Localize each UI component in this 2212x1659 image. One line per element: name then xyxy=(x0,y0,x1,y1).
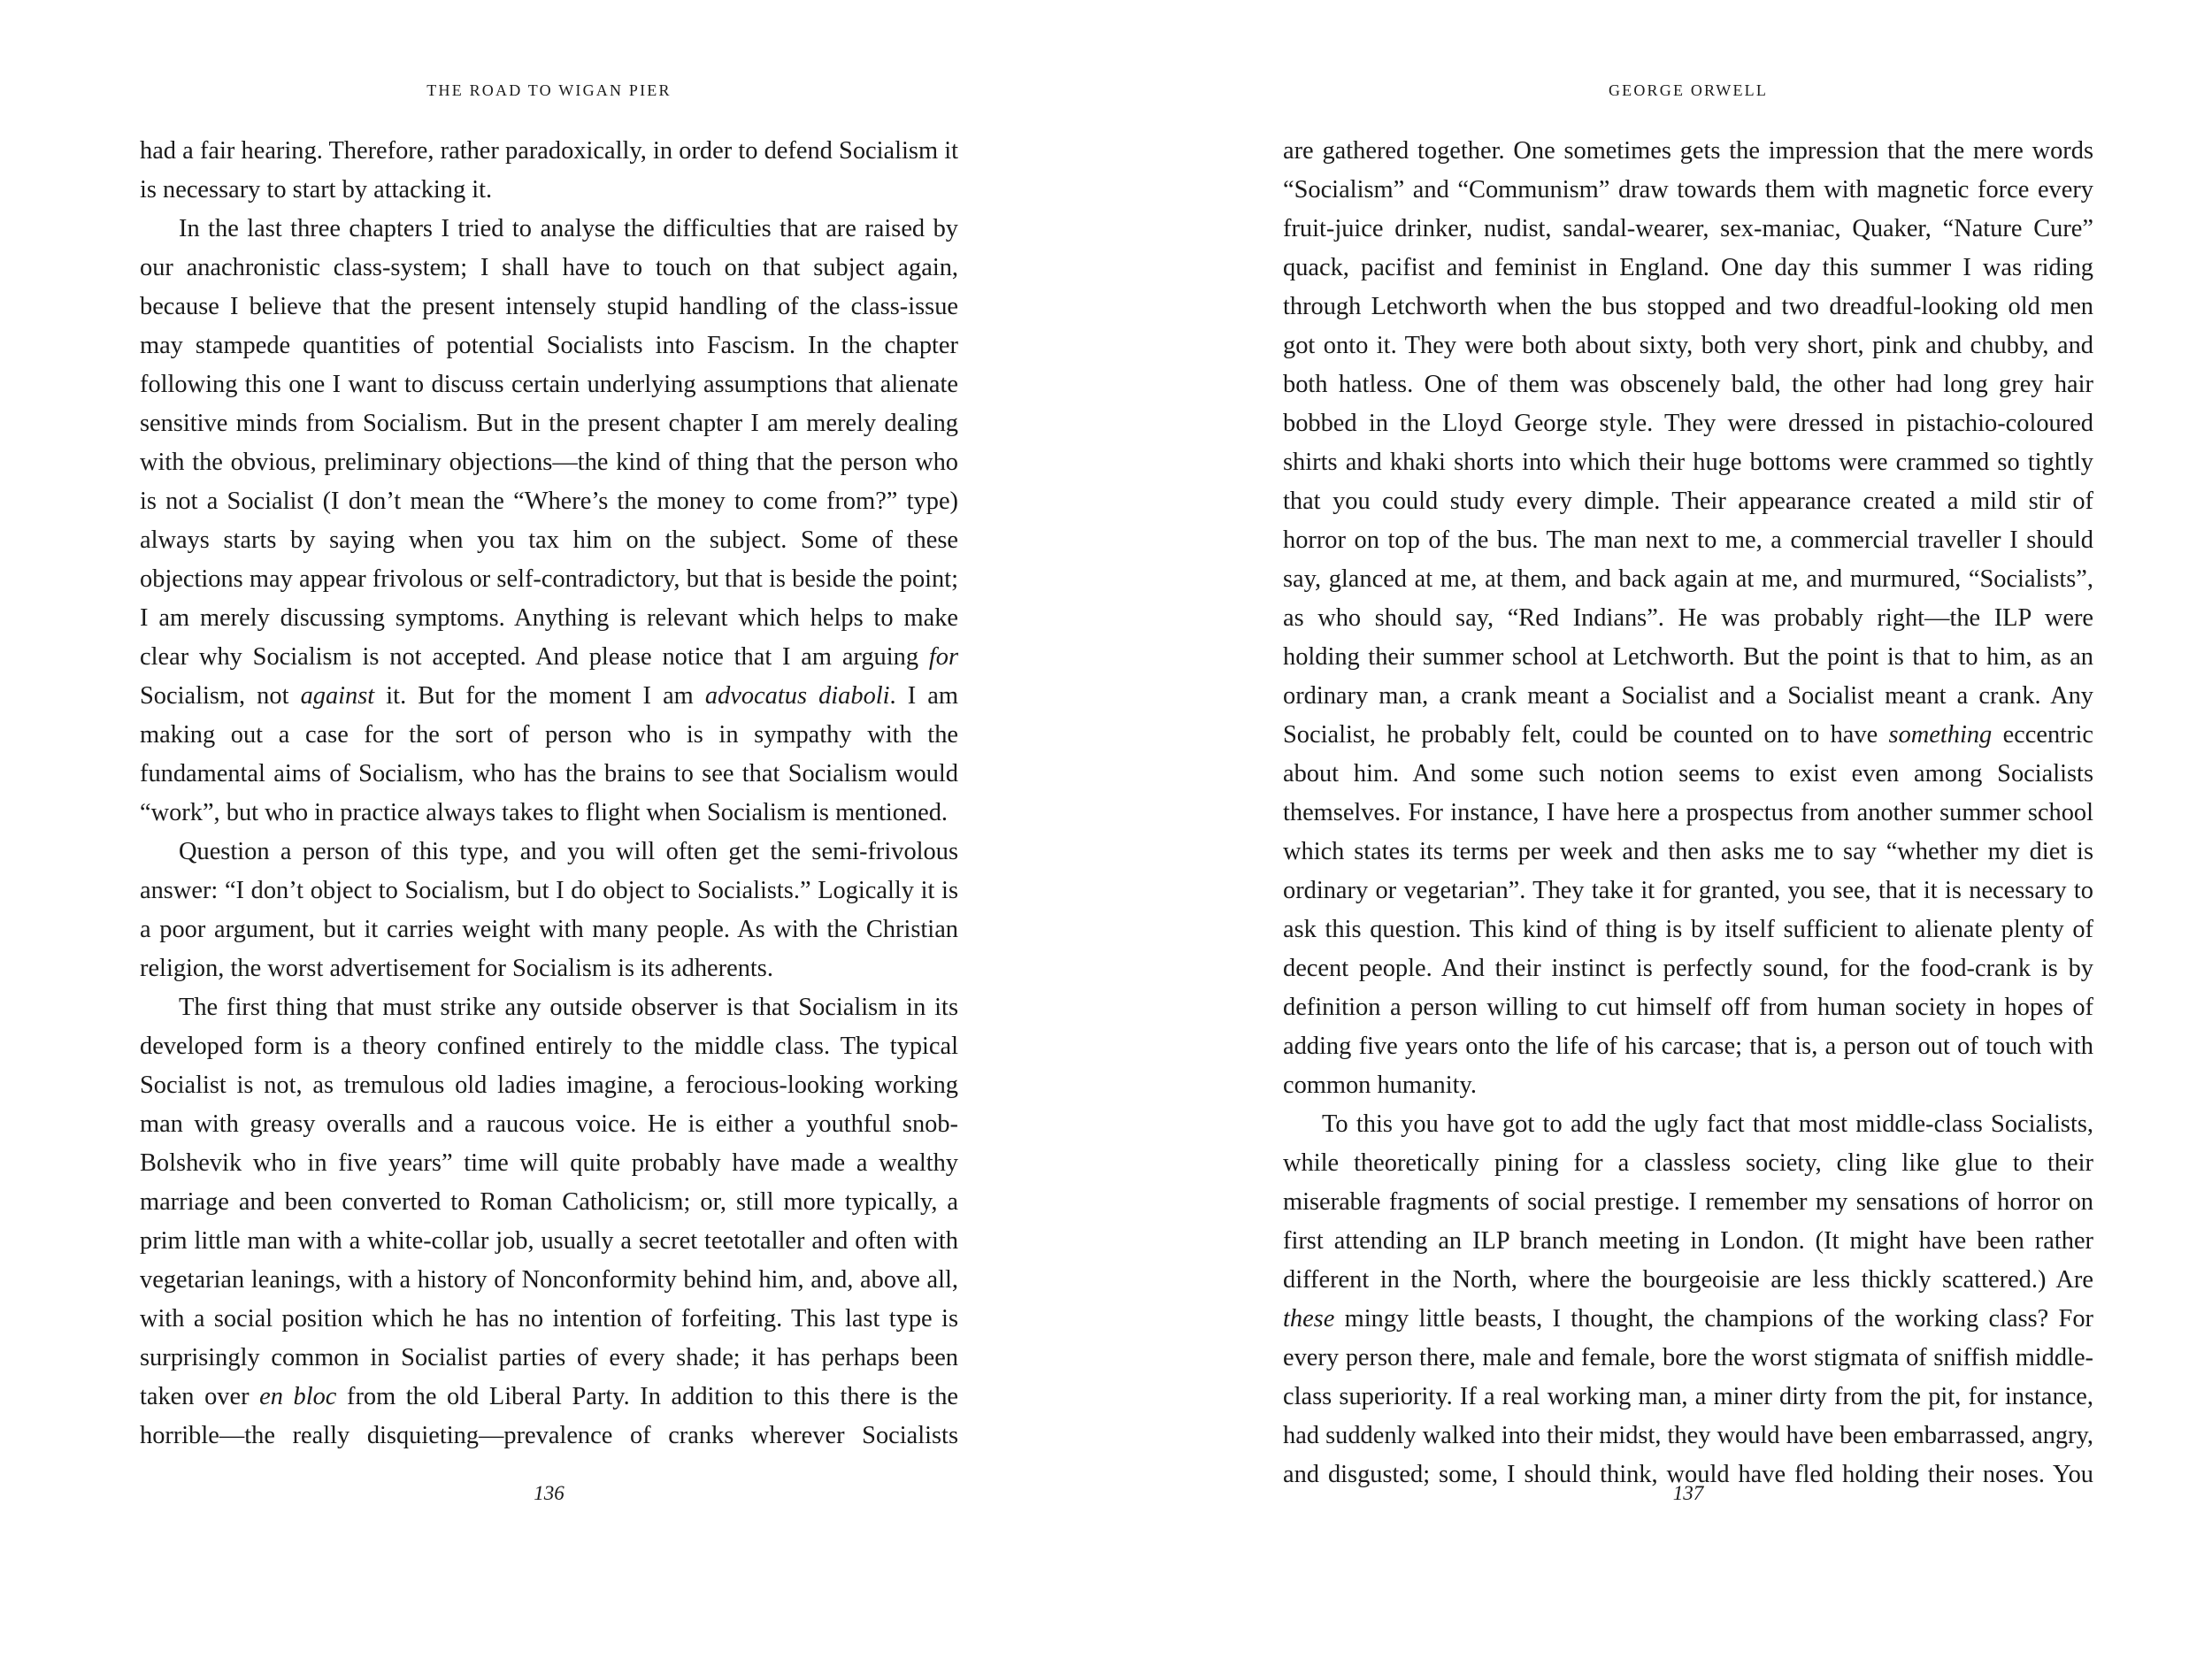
paragraph-text: In the last three chapters I tried to analyse the difficulties that are raised by our anachronistic class-system; I shall have to touch on that subject again, because I believe that the present intensely stupid handling of the class-issue may stampede quantities of potential Socialists into Fascism. In the chapter following this one I want to discuss certain underlying assumptions that alienate sensitive minds from Socialism. But in the present chapter I am merely dealing with the obvious, preliminary objections—the kind of thing that the person who is not a Socialist (I don’t mean the “Where’s the money to come from?” type) always starts by saying when you tax him on the subject. Some of these objections may appear frivolous or self-contradictory, but that is beside the point; I am merely discussing symptoms. Anything is relevant which helps to make clear why Socialism is not accepted. And please notice that I am arguing xyxy=(140,215,958,671)
italic-text: for xyxy=(928,643,958,671)
italic-text: something xyxy=(1888,721,1993,749)
body-text-right xyxy=(1283,132,2093,1494)
right-page xyxy=(1106,0,2212,1659)
paragraph xyxy=(140,210,958,833)
paragraph xyxy=(140,833,958,988)
paragraph-text: mingy little beasts, I thought, the champions of the working class? For every person there, male and female, bore the worst stigmata of sniffish middle-class superiority. If a real working man, a miner dirty from the pit, for instance, had suddenly walked into their midst, they would have been embarrassed, angry, and disgusted; some, I should think, would have fled holding their noses. You xyxy=(1283,1305,2093,1488)
paragraph-text: Socialism, not xyxy=(140,682,301,710)
paragraph-text: are gathered together. One sometimes gets the impression that the mere words “Socialism” and “Communism” draw towards them with magnetic force every fruit-juice drinker, nudist, sandal-wearer, sex-maniac, Quaker, “Nature Cure” quack, pacifist and feminist in England. One day this summer I was riding through Letchworth when the bus stopped and two dreadful-looking old men got onto it. They were both about sixty, both very short, pink and chubby, and both hatless. One of them was obscenely bald, the other had long grey hair bobbed in the Lloyd George style. They were dressed in pistachio-coloured shirts and khaki shorts into which their huge bottoms were crammed so tightly that you could study every dimple. Their appearance created a mild stir of horror on top of the bus. The man next to me, a commercial traveller I should say, glanced at me, at them, and back again at me, and murmured, “Socialists”, as who should say, “Red Indians”. He was probably right—the ILP were holding their summer school at Letchworth. But the point is that to him, as an ordinary man, a crank meant a Socialist and a Socialist meant a crank. Any Socialist, he probably felt, could be counted on to have xyxy=(1283,137,2093,749)
body-text-left xyxy=(140,132,958,1455)
page-number-right: 137 xyxy=(1672,1482,1704,1504)
paragraph-text: eccentric about him. And some such notion seems to exist even among Socialists themselves. For instance, I have here a prospectus from another summer school which states its terms per week and then asks me to say “whether my diet is ordinary or vegetarian”. They take it for granted, you see, that it is necessary to ask this question. This kind of thing is by itself sufficient to alienate plenty of decent people. And their instinct is perfectly sound, for the food-crank is by definition a person willing to cut himself off from human society in hopes of adding five years onto the life of his carcase; that is, a person out of touch with common humanity. xyxy=(1283,721,2093,1099)
paragraph-text: . I am making out a case for the sort of person who is in sympathy with the fundamental aims of Socialism, who has the brains to see that Socialism would “work”, but who in practice always takes to flight when Socialism is mentioned. xyxy=(140,682,958,826)
italic-text: these xyxy=(1283,1305,1335,1333)
paragraph-text: from the old Liberal Party. In addition to this there is the horrible—the really disquieting—prevalence of cranks wherever Socialists xyxy=(140,1383,958,1449)
italic-text: advocatus diaboli xyxy=(704,682,890,710)
paragraph xyxy=(140,988,958,1455)
paragraph-text: had a fair hearing. Therefore, rather paradoxically, in order to defend Socialism it is necessary to start by attacking it. xyxy=(140,137,958,204)
running-head-right: GEORGE ORWELL xyxy=(1608,81,1769,99)
paragraph-text: Question a person of this type, and you will often get the semi-frivolous answer: “I don’t object to Socialism, but I do object to Socialists.” Logically it is a poor argument, but it carries weight with many people. As with the Christian religion, the worst advertisement for Socialism is its adherents. xyxy=(140,838,958,982)
italic-text: against xyxy=(300,682,375,710)
paragraph xyxy=(1283,132,2093,1105)
paragraph-text: The first thing that must strike any outside observer is that Socialism in its developed form is a theory confined entirely to the middle class. The typical Socialist is not, as tremulous old ladies imagine, a ferocious-looking working man with greasy overalls and a raucous voice. He is either a youthful snob-Bolshevik who in five years” time will quite probably have made a wealthy marriage and been converted to Roman Catholicism; or, still more typically, a prim little man with a white-collar job, usually a secret teetotaller and often with vegetarian leanings, with a history of Nonconformity behind him, and, above all, with a social position which he has no intention of forfeiting. This last type is surprisingly common in Socialist parties of every shade; it has perhaps been taken over xyxy=(140,994,958,1410)
paragraph-text: it. But for the moment I am xyxy=(374,682,705,710)
paragraph-text: To this you have got to add the ugly fact that most middle-class Socialists, while theoretically pining for a classless society, cling like glue to their miserable fragments of social prestige. I remember my sensations of horror on first attending an ILP branch meeting in London. (It might have been rather different in the North, where the bourgeoisie are less thickly scattered.) Are xyxy=(1283,1110,2093,1294)
paragraph xyxy=(140,132,958,210)
paragraph xyxy=(1283,1105,2093,1494)
page-number-left: 136 xyxy=(534,1482,565,1504)
italic-text: en bloc xyxy=(259,1383,337,1410)
running-head-left: THE ROAD TO WIGAN PIER xyxy=(426,81,672,99)
